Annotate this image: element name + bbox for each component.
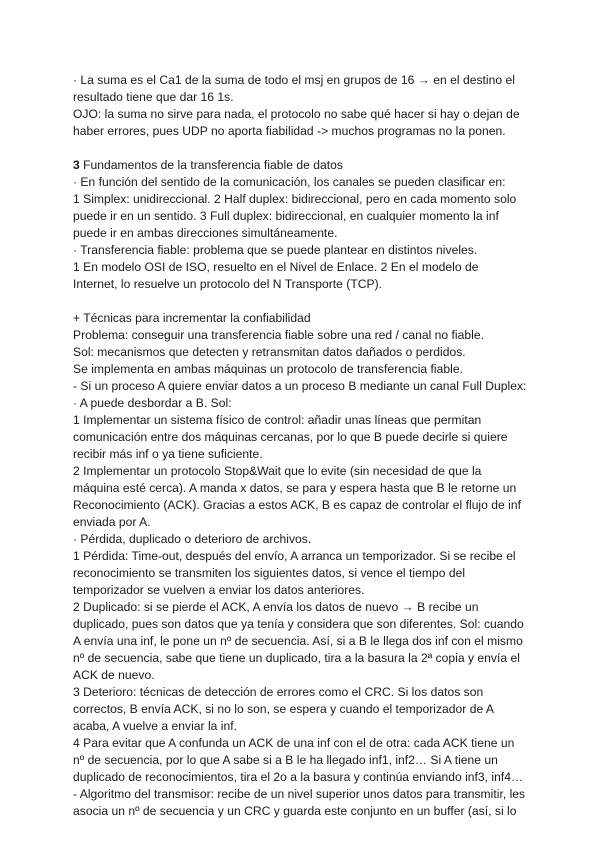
section-heading <box>73 157 536 174</box>
paragraph-udp-note: OJO: la suma no sirve para nada, el protocolo no sabe qué hacer si hay o dejan de haber errores, pues UDP no aporta fiabilidad -> muchos programas no la ponen. <box>73 107 520 138</box>
section-title: Fundamentos de la transferencia fiable de datos <box>79 158 343 172</box>
paragraph-gap <box>73 140 536 157</box>
section-number: 3 <box>73 158 80 172</box>
paragraph-gap <box>73 293 536 310</box>
paragraph-checksum: · La suma es el Ca1 de la suma de todo el msj en grupos de 16 → en el destino el resultado tiene que dar 16 1s. <box>73 73 515 104</box>
paragraph-techniques: + Técnicas para incrementar la confiabilidad Problema: conseguir una transferencia fiable sobre una red / canal no fiable. Sol: mecanismos que detecten y retransmitan datos dañados o perdidos. Se implementa en ambas máquinas un protocolo de transferencia fiable. - Si un proceso A quiere enviar datos a un proceso B mediante un canal Full Duplex: · A puede desbordar a B. Sol: 1 Implementar un sistema físico de control: añadir unas líneas que permitan comunicación entre dos máquinas cercanas, por lo que B puede decirle si quiere recibir más inf o ya tiene suficiente. 2 Implementar un protocolo Stop&Wait que lo evite (sin necesidad de que la máquina esté cerca). A manda x datos, se para y espera hasta que B le retorne un Reconocimiento (ACK). Gracias a estos ACK, B es capaz de controlar el flujo de inf enviada por A. · Pérdida, duplicado o deterioro de archivos. 1 Pérdida: Time-out, después del envío, A arranca un temporizador. Si se recibe el reconocimiento se transmiten los siguientes datos, si vence el tiempo del temporizador se vuelven a enviar los datos anteriores. 2 Duplicado: si se pierde el ACK, A envía los datos de nuevo → B recibe un duplicado, pues son datos que ya tenía y considera que son diferentes. Sol: cuando A envía una inf, le pone un nº de secuencia. Así, si a B le llega dos inf con el mismo nº de secuencia, sabe que tiene un duplicado, tira a la basura la 2ª copia y envía el ACK de nuevo. 3 Deterioro: técnicas de detección de errores como el CRC. Si los datos son correctos, B envía ACK, si no lo son, se espera y cuando el temporizador de A acaba, A vuelve a enviar la inf. 4 Para evitar que A confunda un ACK de una inf con el de otra: cada ACK tiene un nº de secuencia, por lo que A sabe si a B le ha llegado inf1, inf2… Si A tiene un duplicado de reconocimientos, tira el 2o a la basura y continúa enviando inf3, inf4… - Algoritmo del transmisor: recibe de un nivel superior unos datos para transmitir, les asocia un nº de secuencia y un CRC y guarda este conjunto en un buffer (así, si lo <box>73 311 527 818</box>
paragraph-channels: · En función del sentido de la comunicación, los canales se pueden clasificar en: 1 Simplex: unidireccional. 2 Half duplex: bidireccional, pero en cada momento solo puede ir en un sentido. 3 Full duplex: bidireccional, en cualquier momento la inf puede ir en ambas direcciones simultáneamente. <box>73 175 517 240</box>
paragraph-reliable-transfer: · Transferencia fiable: problema que se puede plantear en distintos niveles. 1 En modelo OSI de ISO, resuelto en el Nivel de Enlace. 2 En el modelo de Internet, lo resuelve un protocolo del N Transporte (TCP). <box>73 243 479 291</box>
